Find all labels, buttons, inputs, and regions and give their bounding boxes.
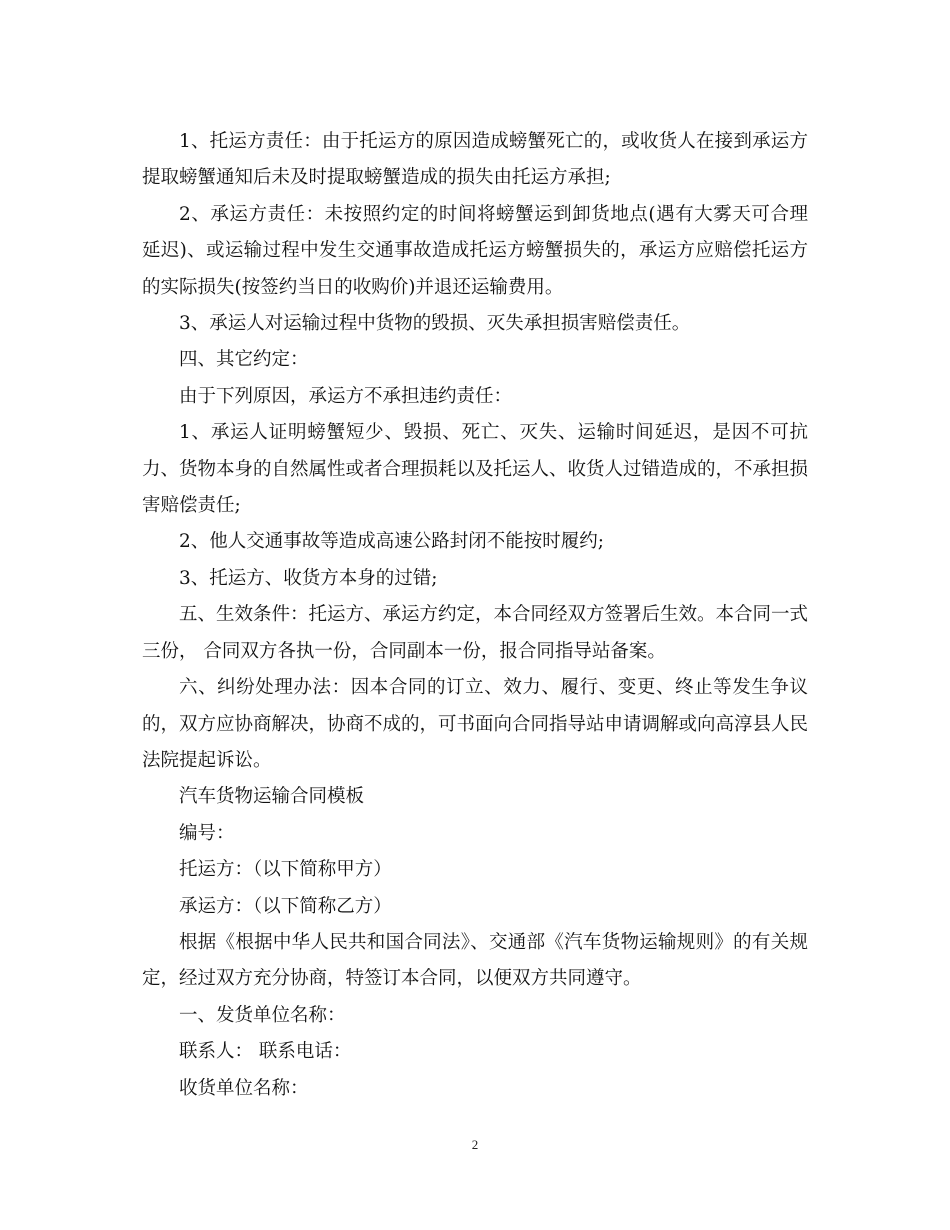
document-body xyxy=(142,124,808,1107)
field-contract-number: 编号： xyxy=(179,822,235,844)
field-receiver-unit-name: 收货单位名称： xyxy=(179,1077,309,1099)
field-sender-unit-name: 一、发货单位名称： xyxy=(179,1004,346,1026)
paragraph-exemption-intro: 由于下列原因，承运方不承担违约责任： xyxy=(179,385,513,407)
paragraph-shipper-liability: 1、托运方责任：由于托运方的原因造成螃蟹死亡的，或收货人在接到承运方提取螃蟹通知后未及时提取螃蟹造成的损失由托运方承担; xyxy=(142,131,808,189)
paragraph-exemption-2: 2、他人交通事故等造成高速公路封闭不能按时履约; xyxy=(179,531,605,553)
paragraph-carrier-damage-liability: 3、承运人对运输过程中货物的毁损、灭失承担损害赔偿责任。 xyxy=(179,313,691,335)
field-contact-person-phone: 联系人： 联系电话： xyxy=(179,1041,352,1063)
field-shipper: 托运方：（以下简称甲方） xyxy=(179,859,392,881)
paragraph-exemption-3: 3、托运方、收货方本身的过错; xyxy=(179,567,438,589)
section-dispute-resolution: 六、纠纷处理办法：因本合同的订立、效力、履行、变更、终止等发生争议的，双方应协商解决，协商不成的，可书面向合同指导站申请调解或向高淳县人民法院提起诉讼。 xyxy=(142,677,809,771)
page-number: 2 xyxy=(471,1137,479,1152)
paragraph-carrier-liability: 2、承运方责任：未按照约定的时间将螃蟹运到卸货地点(遇有大雾天可合理延迟)、或运输过程中发生交通事故造成托运方螃蟹损失的，承运方应赔偿托运方的实际损失(按签约当日的收购价)并退还运输费用。 xyxy=(142,203,808,298)
section-effective-conditions: 五、生效条件：托运方、承运方约定，本合同经双方签署后生效。本合同一式三份， 合同双方各执一份，合同副本一份，报合同指导站备案。 xyxy=(142,604,809,662)
paragraph-legal-basis: 根据《根据中华人民共和国合同法》、交通部《汽车货物运输规则》的有关规定，经过双方充分协商，特签订本合同，以便双方共同遵守。 xyxy=(142,931,808,990)
section-heading-other-agreements: 四、其它约定： xyxy=(179,349,309,371)
paragraph-exemption-1: 1、承运人证明螃蟹短少、毁损、死亡、灭失、运输时间延迟，是因不可抗力、货物本身的自然属性或者合理损耗以及托运人、收货人过错造成的，不承担损害赔偿责任; xyxy=(142,422,809,517)
field-carrier: 承运方：（以下简称乙方） xyxy=(179,895,392,917)
template-title: 汽车货物运输合同模板 xyxy=(179,786,365,808)
